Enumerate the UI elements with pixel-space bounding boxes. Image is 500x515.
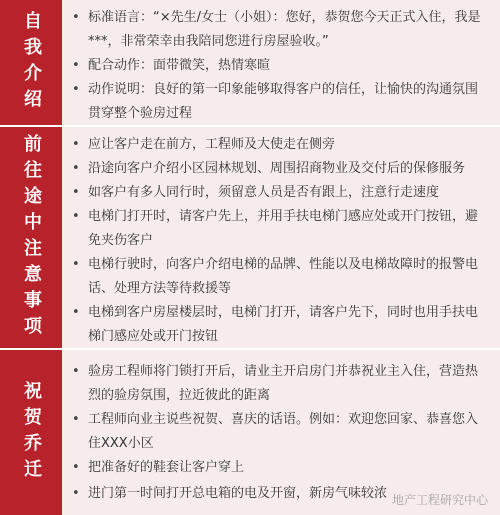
bullet-icon: • bbox=[72, 364, 80, 379]
list-item-text: 验房工程师将门锁打开后，请业主开启房门并恭祝业主入住，营造热烈的验房氛围，拉近彼此的距离 bbox=[88, 364, 479, 403]
list-item-text: 动作说明：良好的第一印象能够取得客户的信任，让愉快的沟通氛围贯穿整个验房过程 bbox=[88, 82, 479, 121]
bullet-icon: • bbox=[72, 305, 80, 320]
list-item-text: 沿途向客户介绍小区园林规划、周围招商物业及交付后的保修服务 bbox=[88, 161, 466, 176]
bullet-icon: • bbox=[72, 460, 80, 475]
list-item bbox=[72, 408, 490, 456]
section-label bbox=[0, 0, 62, 125]
bullet-icon: • bbox=[72, 82, 80, 97]
list-item bbox=[72, 78, 490, 126]
list-item-text: 电梯到客户房屋楼层时，电梯门打开，请客户先下，同时也用手扶电梯门感应处或开门按钮 bbox=[88, 305, 479, 344]
section-label bbox=[0, 127, 62, 348]
list-item-text: 配合动作：面带微笑，热情寒暄 bbox=[88, 58, 271, 73]
list-item-text: 进门第一时间打开总电箱的电及开窗，新房气味较浓 bbox=[88, 486, 388, 501]
bullet-icon: • bbox=[72, 185, 80, 200]
section-label bbox=[0, 350, 62, 515]
section-label-text: 祝贺乔迁 bbox=[21, 380, 42, 485]
list-item-text: 标准语言：“×先生/女士（小姐）：您好，恭贺您今天正式入住，我是***，非常荣幸由我陪同您进行房屋验收。” bbox=[88, 10, 481, 49]
bullet-icon: • bbox=[72, 58, 80, 73]
section-label-text: 自我介绍 bbox=[21, 10, 42, 115]
list-item bbox=[72, 54, 490, 78]
watermark: 地产工程研究中心 bbox=[391, 493, 488, 507]
list-item-text: 工程师向业主说些祝贺、喜庆的话语。例如：欢迎您回家、恭喜您入住XXX小区 bbox=[88, 412, 479, 451]
list-item bbox=[72, 253, 490, 301]
bullet-icon: • bbox=[72, 412, 80, 427]
list-item bbox=[72, 205, 490, 253]
section-self-introduction bbox=[0, 0, 500, 125]
bullet-icon: • bbox=[72, 10, 80, 25]
bullet-icon: • bbox=[72, 209, 80, 224]
list-item-text: 电梯行驶时，向客户介绍电梯的品牌、性能以及电梯故障时的报警电话、处理方法等待救援等 bbox=[88, 257, 479, 296]
list-item bbox=[72, 301, 490, 349]
list-item-text: 如客户有多人同行时，须留意人员是否有跟上，注意行走速度 bbox=[88, 185, 440, 200]
bullet-icon: • bbox=[72, 486, 80, 501]
section-panel bbox=[62, 0, 500, 125]
list-item-text: 把准备好的鞋套让客户穿上 bbox=[88, 460, 245, 475]
section-housewarming bbox=[0, 350, 500, 515]
list-item bbox=[72, 181, 490, 205]
list-item bbox=[72, 6, 490, 54]
list-item bbox=[72, 157, 490, 181]
section-label-text: 前往途中注意事项 bbox=[21, 133, 42, 342]
section-route-precautions bbox=[0, 127, 500, 348]
list-item-text: 电梯门打开时，请客户先上，并用手扶电梯门感应处或开门按钮，避免夹伤客户 bbox=[88, 209, 479, 248]
list-item-text: 应让客户走在前方，工程师及大使走在侧旁 bbox=[88, 137, 336, 152]
list-item bbox=[72, 360, 490, 408]
bullet-icon: • bbox=[72, 161, 80, 176]
bullet-icon: • bbox=[72, 257, 80, 272]
section-panel bbox=[62, 127, 500, 348]
list-item bbox=[72, 133, 490, 157]
bullet-icon: • bbox=[72, 137, 80, 152]
list-item bbox=[72, 456, 490, 480]
